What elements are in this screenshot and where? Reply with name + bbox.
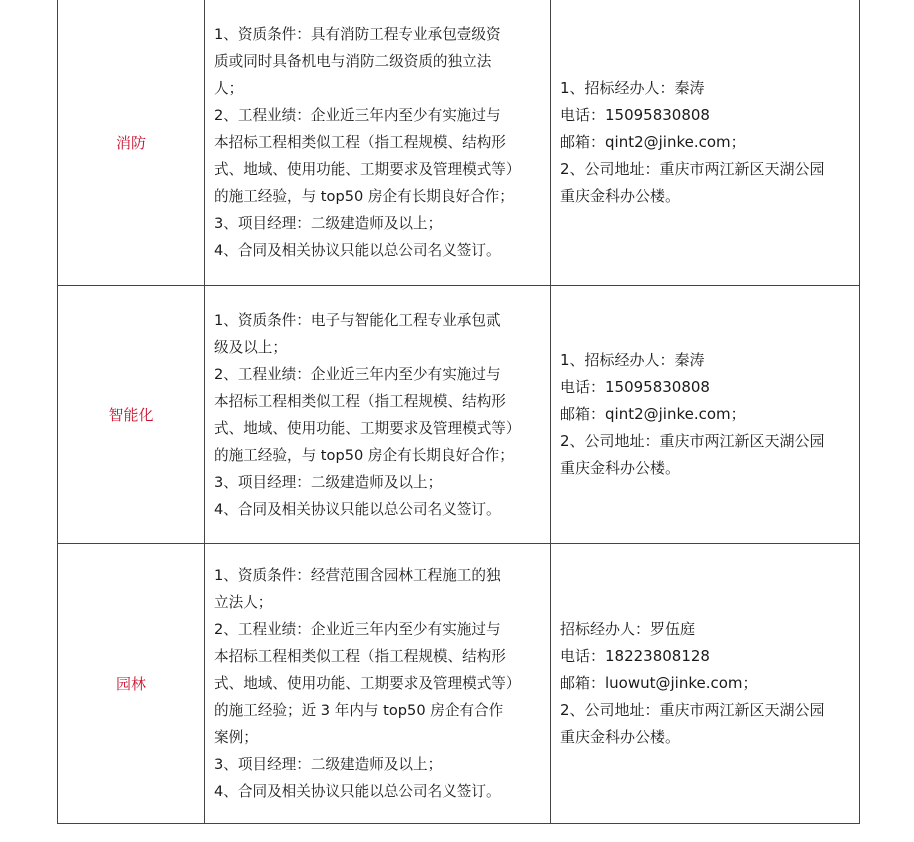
requirement-line: 式、地域、使用功能、工期要求及管理模式等） bbox=[214, 161, 521, 178]
requirement-line: 2、工程业绩：企业近三年内至少有实施过与 bbox=[214, 621, 501, 638]
requirements-cell bbox=[204, 0, 550, 285]
table-row bbox=[58, 543, 859, 823]
contact-address-cont: 重庆金科办公楼。 bbox=[560, 187, 681, 205]
contact-phone: 电话：18223808128 bbox=[560, 647, 710, 665]
contact-cell bbox=[550, 0, 859, 285]
contact-cell bbox=[550, 544, 859, 823]
requirement-line: 1、资质条件：电子与智能化工程专业承包贰 bbox=[214, 311, 501, 329]
category-label: 智能化 bbox=[108, 406, 154, 424]
tender-table bbox=[57, 0, 860, 824]
requirement-line: 3、项目经理：二级建造师及以上； bbox=[214, 215, 443, 232]
contact-address: 2、公司地址：重庆市两江新区天湖公园 bbox=[560, 701, 825, 719]
requirement-line: 本招标工程相类似工程（指工程规模、结构形 bbox=[214, 392, 506, 410]
requirement-line: 式、地域、使用功能、工期要求及管理模式等） bbox=[214, 419, 521, 437]
table-row bbox=[58, 285, 859, 543]
requirement-line: 的施工经验；近 3 年内与 top50 房企有合作 bbox=[214, 702, 504, 719]
requirement-line: 的施工经验，与 top50 房企有长期良好合作； bbox=[214, 188, 514, 205]
contact-email: 邮箱：qint2@jinke.com； bbox=[560, 405, 746, 423]
requirement-line: 人； bbox=[214, 80, 244, 97]
requirement-line: 案例； bbox=[214, 729, 258, 746]
requirement-line: 1、资质条件：具有消防工程专业承包壹级资 bbox=[214, 26, 501, 43]
category-cell bbox=[58, 544, 204, 823]
requirements-cell bbox=[204, 544, 550, 823]
contact-address-cont: 重庆金科办公楼。 bbox=[560, 728, 681, 746]
requirement-line: 的施工经验，与 top50 房企有长期良好合作； bbox=[214, 446, 514, 464]
requirement-line: 本招标工程相类似工程（指工程规模、结构形 bbox=[214, 134, 506, 151]
requirement-line: 式、地域、使用功能、工期要求及管理模式等） bbox=[214, 675, 521, 692]
requirement-line: 2、工程业绩：企业近三年内至少有实施过与 bbox=[214, 365, 501, 383]
requirement-line: 4、合同及相关协议只能以总公司名义签订。 bbox=[214, 500, 501, 518]
requirement-line: 2、工程业绩：企业近三年内至少有实施过与 bbox=[214, 107, 501, 124]
contact-address-cont: 重庆金科办公楼。 bbox=[560, 459, 681, 477]
contact-email: 邮箱：qint2@jinke.com； bbox=[560, 133, 746, 151]
requirement-line: 4、合同及相关协议只能以总公司名义签订。 bbox=[214, 242, 501, 259]
requirement-line: 4、合同及相关协议只能以总公司名义签订。 bbox=[214, 783, 501, 800]
requirement-line: 质或同时具备机电与消防二级资质的独立法 bbox=[214, 53, 492, 70]
category-label: 园林 bbox=[115, 675, 146, 693]
category-cell bbox=[58, 0, 204, 285]
category-label: 消防 bbox=[115, 134, 146, 152]
contact-address: 2、公司地址：重庆市两江新区天湖公园 bbox=[560, 432, 825, 450]
contact-person: 1、招标经办人：秦涛 bbox=[560, 351, 705, 369]
requirement-line: 本招标工程相类似工程（指工程规模、结构形 bbox=[214, 648, 506, 665]
category-cell bbox=[58, 286, 204, 543]
contact-phone: 电话：15095830808 bbox=[560, 106, 710, 124]
requirement-line: 1、资质条件：经营范围含园林工程施工的独 bbox=[214, 567, 501, 584]
requirement-line: 立法人； bbox=[214, 594, 273, 611]
contact-address: 2、公司地址：重庆市两江新区天湖公园 bbox=[560, 160, 825, 178]
contact-person: 招标经办人：罗伍庭 bbox=[560, 620, 696, 638]
requirement-line: 3、项目经理：二级建造师及以上； bbox=[214, 473, 443, 491]
requirement-line: 级及以上； bbox=[214, 338, 287, 356]
contact-person: 1、招标经办人：秦涛 bbox=[560, 79, 705, 97]
table-row bbox=[58, 0, 859, 285]
requirements-cell bbox=[204, 286, 550, 543]
contact-cell bbox=[550, 286, 859, 543]
requirement-line: 3、项目经理：二级建造师及以上； bbox=[214, 756, 443, 773]
contact-phone: 电话：15095830808 bbox=[560, 378, 710, 396]
contact-email: 邮箱：luowut@jinke.com； bbox=[560, 674, 758, 692]
